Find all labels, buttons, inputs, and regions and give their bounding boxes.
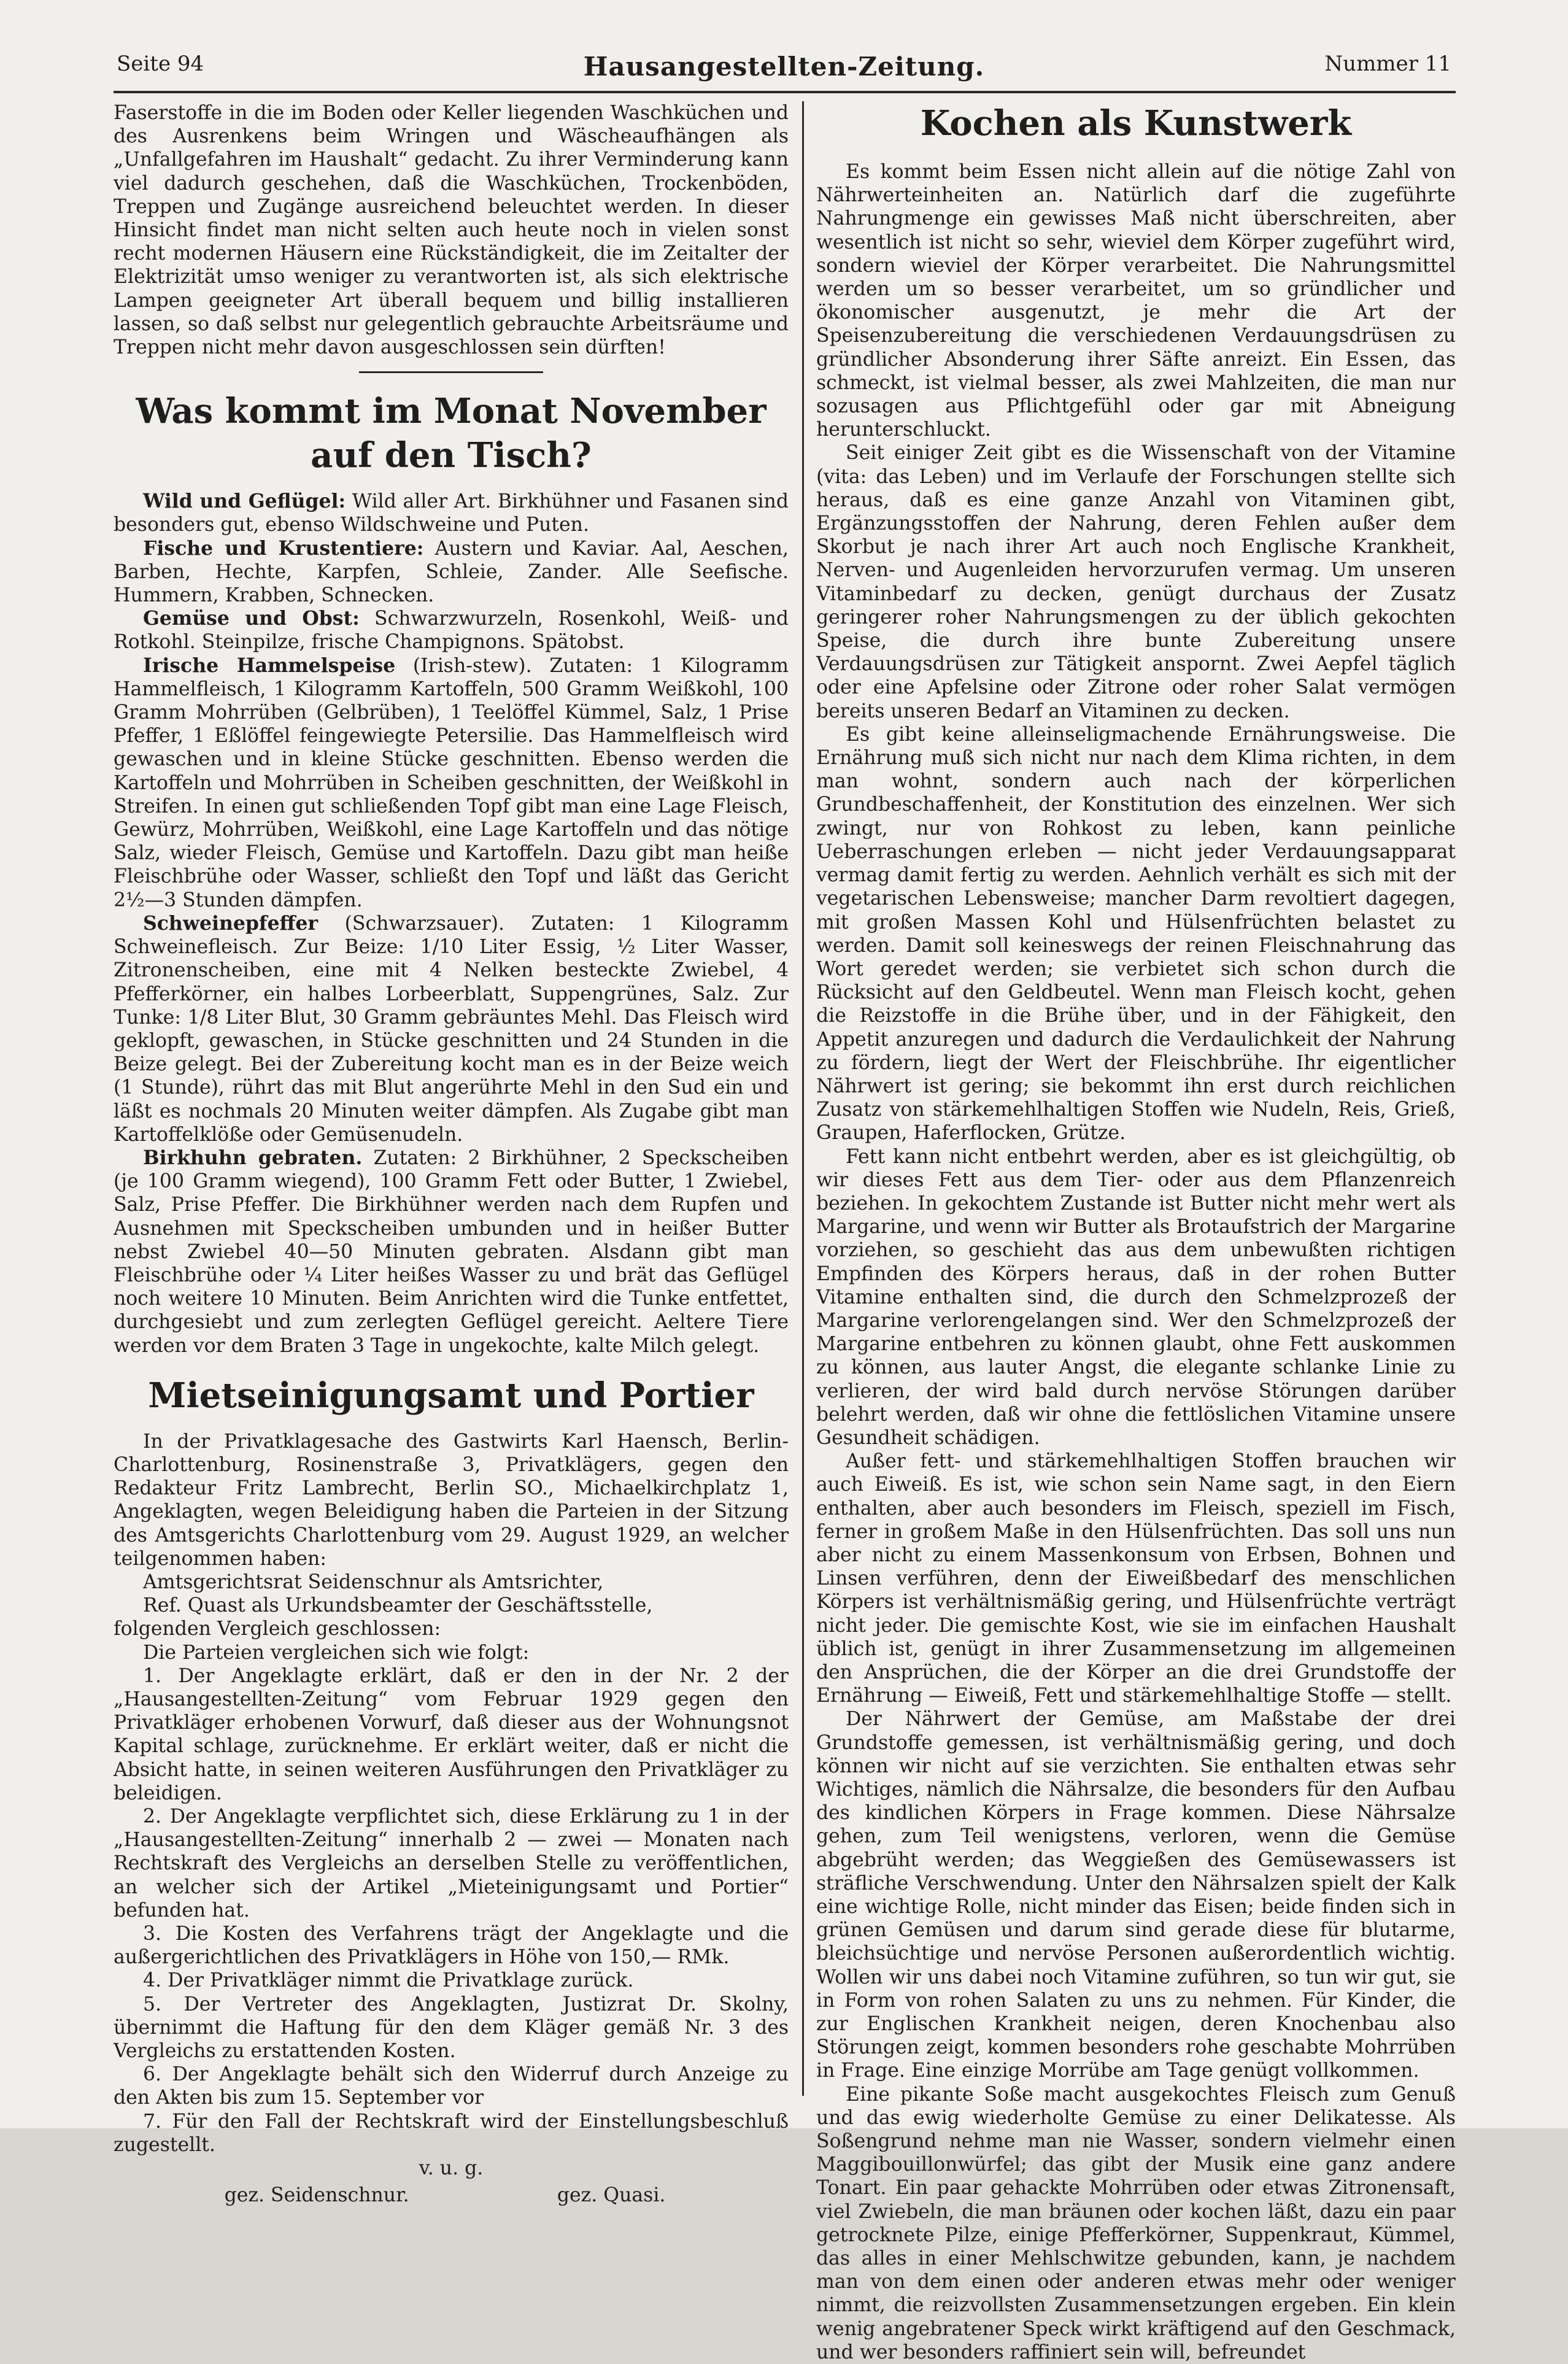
list-item: 2. Der Angeklagte verpflichtet sich, diese Erklärung zu 1 in der „Hausangestellten-Zeitung“ innerhalb 2 — zwei — Monaten nach Rechtskraft des Vergleichs an derselben Stelle zu veröffentlichen, an welcher sich der Artikel „Mieteinigungsamt und Portier“ befunden hat. [114,1806,789,1922]
paragraph-lead: Birkhuhn gebraten. [143,1146,363,1169]
paragraph-text: Austern und Kaviar. Aal, Aeschen, Barben, Hechte, Karpfen, Schleie, Zander. Alle Seefische. Hummern, Krabben, Schnecken. [114,537,789,607]
signature-seidenschnur: gez. Seidenschnur. [224,2184,409,2207]
paragraph: Es gibt keine alleinseligmachende Ernährungsweise. Die Ernährung muß sich nicht nur nach dem Klima richten, in dem man wohnt, sondern auch nach der körperlichen Grundbeschaffenheit, der Konstitution des einzelnen. Wer sich zwingt, nur von Rohkost zu leben, kann peinliche Ueberraschungen erleben — nicht jeder Verdauungsapparat vermag damit fertig zu werden. Aehnlich verhält es sich mit der vegetarischen Lebensweise; mancher Darm revoltiert dagegen, mit großen Massen Kohl und Hülsenfrüchten belastet zu werden. Damit soll keineswegs der reinen Fleischnahrung das Wort geredet werden; sie verbietet sich schon durch die Rücksicht auf den Geldbeutel. Wenn man Fleisch kocht, gehen die Reizstoffe in die Brühe über, und in der Fähigkeit, den Appetit anzuregen und dadurch die Verdaulichkeit der Nahrung zu fördern, liegt der Wert der Fleischbrühe. Ihr eigentlicher Nährwert ist gering; sie bekommt ihn erst durch reichlichen Zusatz von stärkemehlhaltigen Stoffen wie Nudeln, Reis, Grieß, Graupen, Haferflocken, Grütze. [816,723,1456,1145]
intro-paragraph: Faserstoffe in die im Boden oder Keller liegenden Waschküchen und des Ausrenkens beim Wringen und Wäscheaufhängen als „Unfallgefahren im Haushalt“ gedacht. Zu ihrer Verminderung kann viel dadurch geschehen, daß die Waschküchen, Trockenböden, Treppen und Zugänge ausreichend beleuchtet werden. In dieser Hinsicht findet man nicht selten auch heute noch in vielen sonst recht modernen Häusern eine Rückständigkeit, die im Zeitalter der Elektrizität umso weniger zu verantworten ist, als sich elektrische Lampen geeigneter Art überall bequem und billig installieren lassen, so daß selbst nur gelegentlich gebrauchte Arbeitsräume und Treppen nicht mehr davon ausgeschlossen sein dürften! [114,102,789,359]
paragraph-lead: Gemüse und Obst: [143,607,360,630]
list-item: 4. Der Privatkläger nimmt die Privatklage zurück. [143,1969,634,1992]
paragraph-lead: Wild und Geflügel: [143,490,346,513]
paragraph: Die Parteien vergleichen sich wie folgt: [143,1641,530,1664]
article-title-november: Was kommt im Monat November auf den Tisch? [136,391,767,476]
mietseinigungsamt-article-body [114,1430,789,2208]
list-item: 5. Der Vertreter des Angeklagten, Justizrat Dr. Skolny, übernimmt die Haftung für den dem Kläger gemäß Nr. 3 des Vergleichs zu erstattenden Kosten. [114,1993,789,2063]
right-column [816,101,1456,2363]
paragraph: Fett kann nicht entbehrt werden, aber es ist gleichgültig, ob wir dieses Fett aus dem Tier- oder aus dem Pflanzenreich beziehen. In gekochtem Zustande ist Butter nicht mehr wert als Margarine, und wenn wir Butter als Brotaufstrich der Margarine vorziehen, so geschieht das aus dem unbewußten richtigen Empfinden des Körpers heraus, daß in der rohen Butter Vitamine enthalten sind, die durch den Schmelzprozeß der Margarine verlorengelangen sind. Wer den Schmelzprozeß der Margarine entbehren zu können glaubt, ohne Fett auskommen zu können, aus lauter Angst, die elegante schlanke Linie zu verlieren, der wird bald durch nervöse Störungen darüber belehrt werden, daß wir ohne die fettlöslichen Vitamine unsere Gesundheit schädigen. [816,1145,1456,1449]
issue-number: Nummer 11 [1324,52,1451,76]
list-item: 3. Die Kosten des Verfahrens trägt der Angeklagte und die außergerichtlichen des Privatklägers in Höhe von 150,— RMk. [114,1923,789,1969]
paragraph [114,654,789,912]
paragraph: Außer fett- und stärkemehlhaltigen Stoffen brauchen wir auch Eiweiß. Es ist, wie schon sein Name sagt, in den Eiern enthalten, aber auch besonders im Fleisch, speziell im Fisch, ferner in großem Maße in den Hülsenfrüchten. Das soll uns nun aber nicht zu einem Massenkonsum von Erbsen, Bohnen und Linsen verführen, denn der Eiweißbedarf des menschlichen Körpers ist verhältnismäßig gering, und Hülsenfrüchte verträgt nicht jeder. Die gemischte Kost, wie sie im einfachen Haushalt üblich ist, genügt in ihrer Zusammensetzung im allgemeinen den Ansprüchen, die der Körper an die drei Grundstoffe der Ernährung — Eiweiß, Fett und stärkemehlhaltige Stoffe — stellt. [816,1450,1456,1707]
paragraph [114,537,789,608]
list-item: 1. Der Angeklagte erklärt, daß er den in der Nr. 2 der „Hausangestellten-Zeitung“ vom Februar 1929 gegen den Privatkläger erhobenen Vorwurf, daß dieser aus der Wohnungsnot Kapital schlage, zurücknehme. Er erklärt weiter, daß er nicht die Absicht hatte, in seinen weiteren Ausführungen den Privatkläger zu beleidigen. [114,1664,789,1804]
page-number: Seite 94 [117,52,204,76]
header-rule [114,91,1456,93]
paragraph: Es kommt beim Essen nicht allein auf die nötige Zahl von Nährwerteinheiten an. Natürlich darf die zugeführte Nahrungmenge ein gewisses Maß nicht überschreiten, aber wesentlich ist nicht so sehr, wieviel dem Körper zugeführt wird, sondern wieviel der Körper verarbeitet. Die Nahrungsmittel werden um so besser verarbeitet, um so gründlicher und ökonomischer ausgenutzt, je mehr die Art der Speisenzubereitung die verschiedenen Verdauungsdrüsen zu gründlicher Absonderung ihrer Säfte anreizt. Ein Essen, das schmeckt, ist vielmal besser, als zwei Mahlzeiten, die man nur sozusagen aus Pflichtgefühl oder gar mit Abneigung herunterschluckt. [816,161,1456,441]
paragraph-text: (Schwarzsauer). Zutaten: 1 Kilogramm Schweinefleisch. Zur Beize: 1/10 Liter Essig, ½ Liter Wasser, Zitronenscheiben, eine mit 4 Nelken besteckte Zwiebel, 4 Pfefferkörner, ein halbes Lorbeerblatt, Suppengrünes, Salz. Zur Tunke: 1/8 Liter Blut, 30 Gramm gebräuntes Mehl. Das Fleisch wird geklopft, gewaschen, in Stücke geschnitten und 24 Stunden in die Beize gelegt. Bei der Zubereitung kocht man es in der Beize weich (1 Stunde), rührt das mit Blut angerührte Mehl in den Sud ein und läßt es nochmals 20 Minuten weiter dämpfen. Als Zugabe gibt man Kartoffelklöße oder Gemüsenudeln. [114,912,789,1146]
paragraph [114,1146,789,1358]
paragraph: Amtsgerichtsrat Seidenschnur als Amtsrichter, [143,1570,604,1593]
paragraph-text: Schwarzwurzeln, Rosenkohl, Weiß- und Rotkohl. Steinpilze, frische Champignons. Spätobst. [114,608,789,654]
paragraph: Der Nährwert der Gemüse, am Maßstabe der drei Grundstoffe gemessen, ist verhältnismäßig gering, und doch können wir nicht auf sie verzichten. Sie enthalten etwas sehr Wichtiges, nämlich die Nährsalze, die besonders für den Aufbau des kindlichen Körpers in Frage kommen. Diese Nährsalze gehen, zum Teil wenigstens, verloren, wenn die Gemüse abgebrüht werden; das Weggießen des Gemüsewassers ist sträfliche Verschwendung. Unter den Nährsalzen spielt der Kalk eine wichtige Rolle, nicht minder das Eisen; beide finden sich in grünen Gemüsen und darum sind gerade diese für blutarme, bleichsüchtige und nervöse Personen außerordentlich wichtig. Wollen wir uns dabei noch Vitamine zuführen, so tun wir gut, sie in Form von rohen Salaten zu uns zu nehmen. Für Kinder, die zur Englischen Krankheit neigen, deren Knochenbau also Störungen zeigt, kommen besonders rohe geschabte Mohrrüben in Frage. Eine einzige Morrübe am Tage genügt vollkommen. [816,1708,1456,2082]
paragraph-lead: Schweinepfeffer [143,911,319,935]
paragraph: Seit einiger Zeit gibt es die Wissenschaft von der Vitamine (vita: das Leben) und im Verlaufe der Forschungen stellte sich heraus, daß es eine ganze Anzahl von Vitaminen gibt, Ergänzungsstoffen der Nahrung, deren Fehlen außer dem Skorbut je nach ihrer Art auch noch Englische Krankheit, Nerven- und Augenleiden hervorzurufen vermag. Um unseren Vitaminbedarf zu decken, genügt durchaus der Zusatz geringerer roher Nahrungsmengen zu der üblich gekochten Speise, die durch ihre bunte Zubereitung unsere Verdauungsdrüsen zur Tätigkeit anspornt. Zwei Aepfel täglich oder eine Apfelsine oder Zitrone oder roher Salat vermögen bereits unseren Bedarf an Vitaminen zu decken. [816,442,1456,722]
paragraph: Eine pikante Soße macht ausgekochtes Fleisch zum Genuß und das ewig wiederholte Gemüse zu einer Delikatesse. Als Soßengrund nehme man nie Wasser, sondern vielmehr einen Maggibouillonwürfel; das gibt der Musik eine ganz andere Tonart. Ein paar gehackte Mohrrüben oder etwas Zitronensaft, viel Zwiebeln, die man bräunen oder kochen läßt, dazu ein paar getrocknete Pilze, einige Pfefferkörner, Suppenkraut, Kümmel, das alles in einer Mehlschwitze gebunden, kann, je nachdem man von dem einen oder anderen etwas mehr oder weniger nimmt, die reizvollsten Zusammensetzungen ergeben. Ein klein wenig angebratener Speck wirkt kräftigend auf den Geschmack, und wer besonders raffiniert sein will, befreundet [816,2083,1456,2363]
signature-line [114,2180,789,2207]
paragraph: In der Privatklagesache des Gastwirts Karl Haensch, Berlin-Charlottenburg, Rosinenstraße 3, Privatklägers, gegen den Redakteur Fritz Lambrecht, Berlin SO., Michaelkirchplatz 1, Angeklagten, wegen Beleidigung haben die Parteien in der Sitzung des Amtsgerichts Charlottenburg vom 29. August 1929, an welcher teilgenommen haben: [114,1430,789,1570]
article-title-kochen: Kochen als Kunstwerk [920,103,1352,144]
left-column [114,101,789,2207]
signature-quasi: gez. Quasi. [557,2184,666,2207]
article-title-mietseinigungsamt: Mietseinigungsamt und Portier [148,1375,754,1416]
paragraph: Ref. Quast als Urkundsbeamter der Geschäftsstelle, [143,1594,653,1617]
november-article-body [114,490,789,1358]
paragraph-text: Zutaten: 2 Birkhühner, 2 Speckscheiben (je 100 Gramm wiegend), 100 Gramm Fett oder Butter, 1 Zwiebel, Salz, Prise Pfeffer. Die Birkhühner werden nach dem Rupfen und Ausnehmen mit Speckscheiben umbunden und in heißer Butter nebst Zwiebel 40—50 Minuten gebraten. Alsdann gibt man Fleischbrühe oder ¼ Liter heißes Wasser zu und brät das Geflügel noch weitere 10 Minuten. Beim Anrichten wird die Tunke entfettet, durchgesiebt und zum zerlegten Geflügel gereicht. Aeltere Tiere werden vor dem Braten 3 Tage in ungekochte, kalte Milch gelegt. [114,1146,789,1357]
paragraph-lead: Irische Hammelspeise [143,654,396,677]
paragraph: folgenden Vergleich geschlossen: [114,1618,441,1640]
paragraph [114,490,789,536]
section-separator [359,371,543,373]
paragraph-text: (Irish-stew). Zutaten: 1 Kilogramm Hammelfleisch, 1 Kilogramm Kartoffeln, 500 Gramm Weißkohl, 100 Gramm Mohrrüben (Gelbrüben), 1 Teelöffel Kümmel, Salz, 1 Prise Pfeffer, 1 Eßlöffel feingewiegte Petersilie. Das Hammelfleisch wird gewaschen und in kleine Stücke geschnitten. Ebenso werden die Kartoffeln und Mohrrüben in Scheiben geschnitten, der Weißkohl in Streifen. In einen gut schließenden Topf gibt man eine Lage Fleisch, Gewürz, Mohrrüben, Weißkohl, eine Lage Kartoffeln und das nötige Salz, wieder Fleisch, Gemüse und Kartoffeln. Dazu gibt man heiße Fleischbrühe oder Wasser, schließt den Topf und läßt das Gericht 2½—3 Stunden dämpfen. [114,654,789,911]
paragraph-text: Wild aller Art. Birkhühner und Fasanen sind besonders gut, ebenso Wildschweine und Puten. [114,490,789,536]
masthead-title: Hausangestellten-Zeitung. [583,52,985,82]
paragraph [114,912,789,1146]
list-item: 7. Für den Fall der Rechtskraft wird der Einstellungsbeschluß zugestellt. [114,2110,789,2156]
paragraph [114,607,789,654]
vug-note: v. u. g. [419,2157,484,2180]
column-divider [802,101,804,2096]
list-item: 6. Der Angeklagte behält sich den Widerruf durch Anzeige zu den Akten bis zum 15. September vor [114,2063,789,2109]
paragraph-lead: Fische und Krustentiere: [143,536,424,560]
